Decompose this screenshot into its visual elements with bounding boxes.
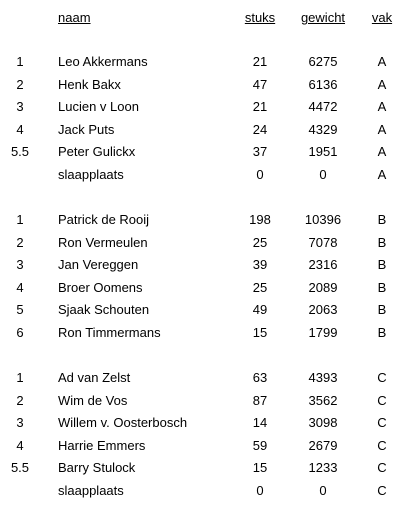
cell-gewicht: 7078 — [308, 234, 338, 250]
cell-gewicht: 4329 — [308, 121, 338, 137]
cell-stuks: 49 — [252, 302, 268, 318]
cell-gewicht: 1951 — [308, 144, 338, 160]
cell-naam: Lucien v Loon — [58, 99, 139, 115]
header-gewicht: gewicht — [300, 10, 346, 25]
cell-gewicht: 6275 — [308, 54, 338, 69]
cell-gewicht: 6136 — [308, 76, 338, 92]
cell-naam: Jan Vereggen — [58, 257, 139, 273]
cell-gewicht: 2089 — [308, 279, 338, 295]
cell-naam: Ron Vermeulen — [58, 234, 148, 250]
cell-vak: A — [377, 121, 387, 137]
cell-naam: Harrie Emmers — [58, 437, 146, 453]
table-row — [0, 233, 406, 253]
cell-rank: 1 — [16, 370, 24, 385]
cell-gewicht: 3562 — [308, 392, 338, 408]
cell-vak: A — [377, 144, 387, 160]
cell-rank: 2 — [16, 392, 24, 408]
cell-stuks: 0 — [256, 483, 264, 498]
cell-vak: A — [377, 54, 387, 69]
cell-gewicht: 1799 — [308, 325, 338, 340]
cell-naam: Sjaak Schouten — [58, 302, 150, 318]
cell-stuks: 63 — [252, 370, 268, 385]
cell-vak: B — [377, 212, 387, 227]
table-row — [0, 458, 406, 478]
table-row — [0, 255, 406, 275]
cell-vak: B — [377, 325, 387, 340]
cell-stuks: 25 — [252, 279, 268, 295]
table-row — [0, 165, 406, 185]
cell-gewicht: 3098 — [308, 415, 338, 431]
cell-stuks: 59 — [252, 437, 268, 453]
table-row — [0, 75, 406, 95]
cell-naam: Barry Stulock — [58, 460, 136, 476]
table-row — [0, 300, 406, 320]
cell-rank: 1 — [16, 54, 24, 69]
header-naam: naam — [58, 10, 91, 25]
cell-gewicht: 10396 — [304, 212, 342, 227]
cell-rank: 3 — [16, 257, 24, 273]
cell-naam: Peter Gulickx — [58, 144, 136, 160]
cell-stuks: 24 — [252, 121, 268, 137]
table-row — [0, 481, 406, 501]
cell-gewicht: 0 — [319, 483, 327, 498]
cell-naam: Ron Timmermans — [58, 325, 161, 340]
cell-gewicht: 1233 — [308, 460, 338, 476]
cell-vak: C — [377, 460, 387, 476]
cell-rank: 5.5 — [10, 460, 30, 476]
cell-naam: Leo Akkermans — [58, 54, 148, 69]
cell-naam: Broer Oomens — [58, 279, 143, 295]
table-row — [0, 210, 406, 230]
table-row — [0, 391, 406, 411]
cell-vak: C — [377, 483, 387, 498]
cell-vak: A — [377, 76, 387, 92]
table-row — [0, 323, 406, 343]
header-vak: vak — [371, 10, 393, 25]
cell-stuks: 87 — [252, 392, 268, 408]
cell-rank: 1 — [16, 212, 24, 227]
cell-stuks: 25 — [252, 234, 268, 250]
cell-naam: Willem v. Oosterbosch — [58, 415, 188, 431]
cell-naam: Henk Bakx — [58, 76, 121, 92]
cell-stuks: 14 — [252, 415, 268, 431]
header-row — [0, 8, 406, 28]
cell-naam: Patrick de Rooij — [58, 212, 150, 227]
cell-naam: Jack Puts — [58, 121, 115, 137]
table-row — [0, 413, 406, 433]
cell-rank: 3 — [16, 415, 24, 431]
cell-gewicht: 0 — [319, 167, 327, 182]
table-row — [0, 97, 406, 117]
cell-stuks: 21 — [252, 54, 268, 69]
cell-gewicht: 4472 — [308, 99, 338, 115]
cell-vak: C — [377, 370, 387, 385]
cell-vak: B — [377, 279, 387, 295]
cell-stuks: 37 — [252, 144, 268, 160]
header-stuks: stuks — [244, 10, 276, 25]
cell-stuks: 39 — [252, 257, 268, 273]
cell-naam: Wim de Vos — [58, 392, 128, 408]
cell-stuks: 15 — [252, 460, 268, 476]
cell-vak: C — [377, 415, 387, 431]
cell-vak: C — [377, 392, 387, 408]
cell-stuks: 21 — [252, 99, 268, 115]
cell-gewicht: 2063 — [308, 302, 338, 318]
cell-vak: B — [377, 234, 387, 250]
table-row — [0, 368, 406, 388]
cell-vak: A — [377, 167, 387, 182]
cell-naam: Ad van Zelst — [58, 370, 131, 385]
table-row — [0, 120, 406, 140]
table-row — [0, 142, 406, 162]
cell-rank: 4 — [16, 279, 24, 295]
cell-rank: 4 — [16, 437, 24, 453]
cell-vak: C — [377, 437, 387, 453]
cell-rank: 2 — [16, 76, 24, 92]
cell-rank: 4 — [16, 121, 24, 137]
cell-stuks: 0 — [256, 167, 264, 182]
cell-stuks: 15 — [252, 325, 268, 340]
cell-naam: slaapplaats — [58, 483, 124, 498]
cell-gewicht: 2679 — [308, 437, 338, 453]
cell-rank: 5.5 — [10, 144, 30, 160]
table-row — [0, 278, 406, 298]
cell-rank: 5 — [16, 302, 24, 318]
cell-rank: 2 — [16, 234, 24, 250]
table-row — [0, 436, 406, 456]
cell-rank: 6 — [16, 325, 24, 340]
cell-stuks: 198 — [249, 212, 271, 227]
cell-gewicht: 2316 — [308, 257, 338, 273]
cell-naam: slaapplaats — [58, 167, 124, 182]
cell-gewicht: 4393 — [308, 370, 338, 385]
cell-rank: 3 — [16, 99, 24, 115]
cell-vak: A — [377, 99, 387, 115]
cell-stuks: 47 — [252, 76, 268, 92]
cell-vak: B — [377, 302, 387, 318]
cell-vak: B — [377, 257, 387, 273]
table-row — [0, 52, 406, 72]
